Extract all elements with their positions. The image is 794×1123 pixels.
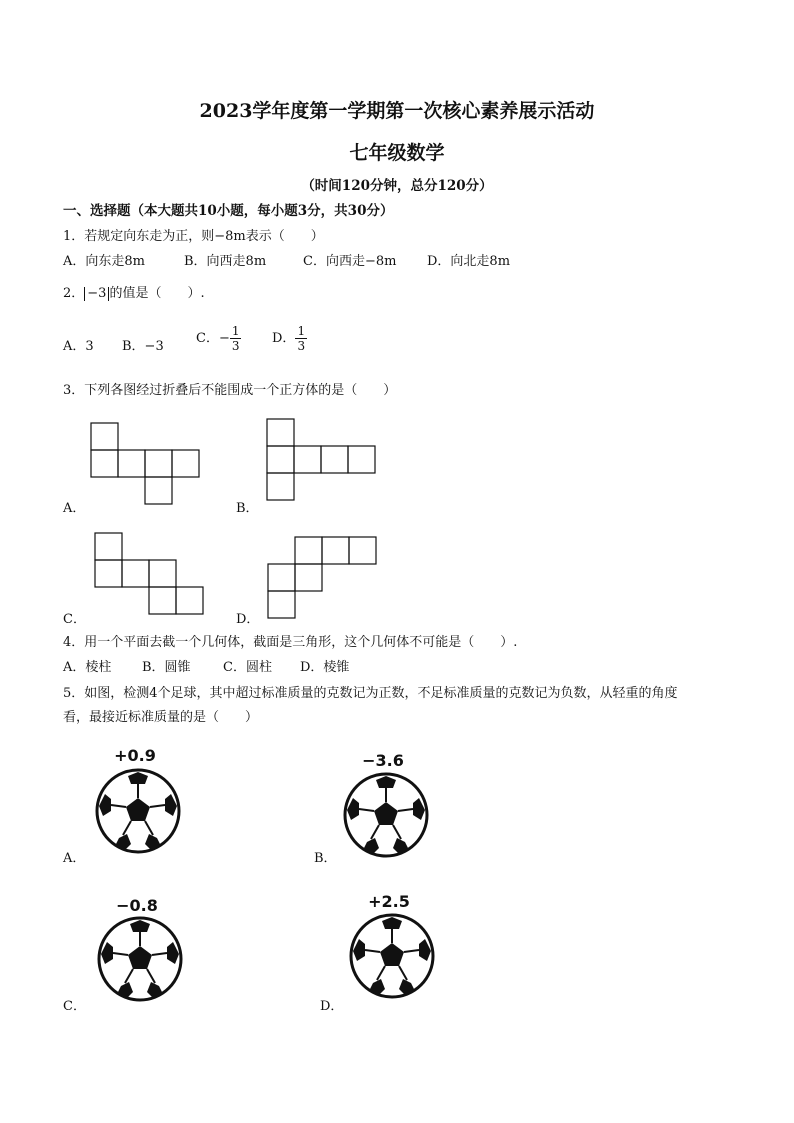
question-1-option-d: D．向北走8m <box>427 254 511 269</box>
exam-info: （时间120分钟，总分120分） <box>301 178 493 194</box>
question-2-option-c <box>196 324 241 353</box>
fraction-denominator: 3 <box>297 339 306 353</box>
fraction-numerator: 1 <box>297 324 306 338</box>
question-4-stem: 4．用一个平面去截一个几何体，截面是三角形，这个几何体不可能是（ ）. <box>63 635 518 650</box>
ball-b-value: −3.6 <box>362 751 404 770</box>
question-1-option-b: B．向西走8m <box>184 254 267 269</box>
question-2-option-c-prefix: C．− <box>196 331 230 346</box>
exam-title: 2023学年度第一学期第一次核心素养展示活动 <box>199 100 595 122</box>
cube-net-c-label: C． <box>63 612 86 627</box>
question-2-option-d <box>272 324 307 353</box>
fraction <box>295 324 307 353</box>
soccer-ball-icon <box>349 913 435 999</box>
cube-net-d <box>267 536 379 622</box>
cube-net-b-label: B． <box>236 501 259 516</box>
question-2-number: 2． <box>63 286 85 301</box>
cube-net-d-label: D． <box>236 612 260 627</box>
question-1-option-c: C．向西走−8m <box>303 254 397 269</box>
fraction-numerator: 1 <box>231 324 240 338</box>
question-4-option-c: C．圆柱 <box>223 660 272 675</box>
ball-b-label: B． <box>314 851 337 866</box>
question-2-option-b: B．−3 <box>122 339 164 354</box>
question-1-stem: 1．若规定向东走为正，则−8m表示（ ） <box>63 229 324 244</box>
soccer-ball-icon <box>95 768 181 854</box>
soccer-ball-icon <box>343 772 429 858</box>
ball-a-label: A． <box>63 851 86 866</box>
ball-d-value: +2.5 <box>368 892 410 911</box>
ball-c-value: −0.8 <box>116 896 158 915</box>
question-2-option-d-prefix: D． <box>272 331 296 346</box>
question-1-option-a: A．向东走8m <box>63 254 145 269</box>
exam-subject: 七年级数学 <box>349 142 445 164</box>
fraction <box>230 324 242 353</box>
question-2-stem <box>63 282 205 301</box>
cube-net-b <box>266 418 378 504</box>
section-heading: 一、选择题（本大题共10小题，每小题3分，共30分） <box>63 203 394 219</box>
ball-c-label: C． <box>63 999 86 1014</box>
question-4-option-a: A．棱柱 <box>63 660 112 675</box>
question-3-stem: 3．下列各图经过折叠后不能围成一个正方体的是（ ） <box>63 383 397 398</box>
fraction-denominator: 3 <box>231 339 240 353</box>
question-2-stem-tail: 的值是（ ）. <box>109 286 205 301</box>
question-4-option-d: D．棱锥 <box>300 660 350 675</box>
cube-net-a <box>90 422 202 508</box>
soccer-ball-icon <box>97 916 183 1002</box>
absolute-value-expression: −3 <box>84 287 109 301</box>
question-5-stem-line-1: 5．如图，检测4个足球，其中超过标准质量的克数记为正数，不足标准质量的克数记为负数，从轻重的角度 <box>63 686 678 701</box>
question-2-option-a: A．3 <box>63 339 94 354</box>
ball-d-label: D． <box>320 999 344 1014</box>
cube-net-c <box>94 532 206 618</box>
question-4-option-b: B．圆锥 <box>142 660 191 675</box>
cube-net-a-label: A． <box>63 501 86 516</box>
question-5-stem-line-2: 看，最接近标准质量的是（ ） <box>63 710 259 725</box>
ball-a-value: +0.9 <box>114 746 156 765</box>
